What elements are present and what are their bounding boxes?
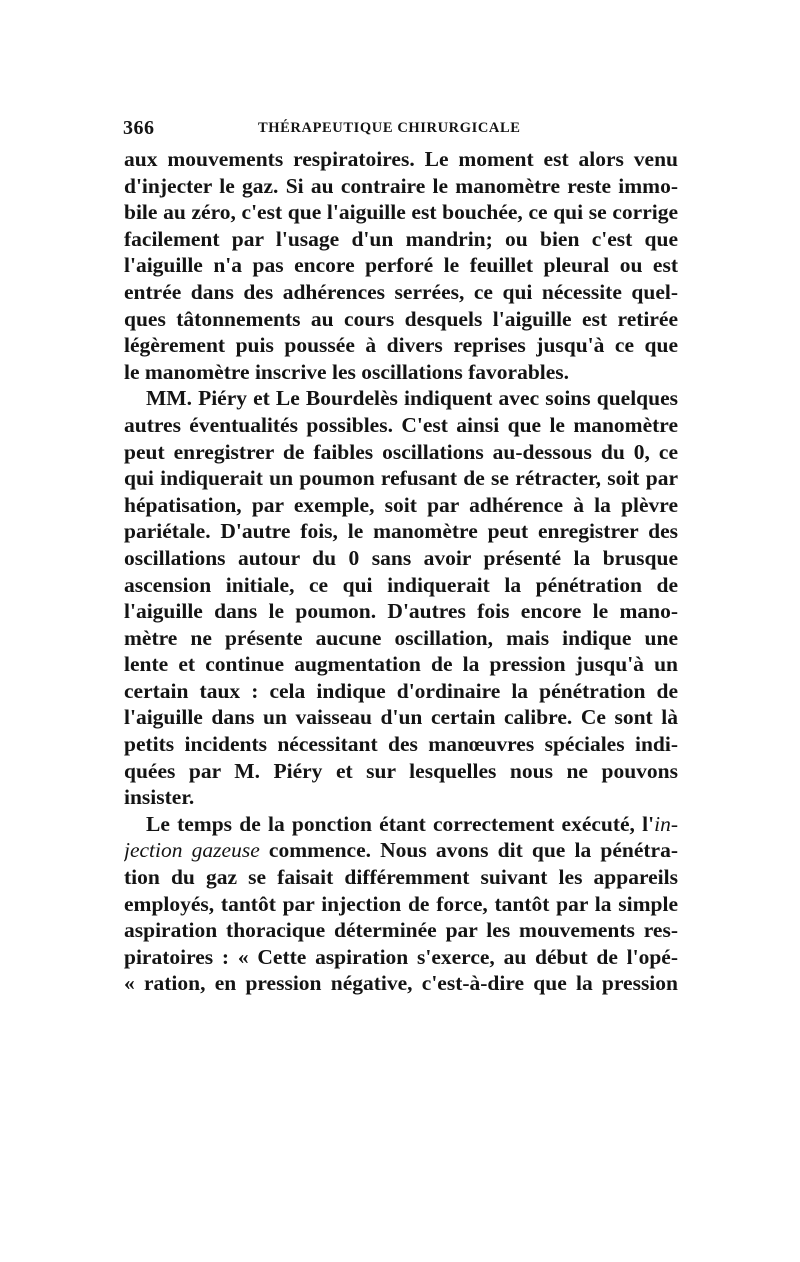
text-line: entrée dans des adhérences serrées, ce qui nécessite quel-	[124, 279, 678, 304]
text-line: l'aiguille n'a pas encore perforé le feuillet pleural ou est	[124, 253, 678, 278]
page-number: 366	[123, 117, 155, 139]
text-line: peut enregistrer de faibles oscillations au-dessous du 0, ce	[124, 439, 678, 464]
text-line: facilement par l'usage d'un mandrin; ou bien c'est que	[124, 226, 678, 251]
page-header	[123, 116, 677, 140]
text-line: pariétale. D'autre fois, le manomètre peut enregistrer des	[124, 519, 678, 544]
text-line: hépatisation, par exemple, soit par adhérence à la plèvre	[124, 492, 678, 517]
body-text	[124, 146, 678, 997]
text-line: l'aiguille dans un vaisseau d'un certain calibre. Ce sont là	[124, 705, 678, 730]
text-line: le manomètre inscrive les oscillations favorables.	[124, 359, 570, 384]
text-line: lente et continue augmentation de la pression jusqu'à un	[124, 652, 678, 677]
text-line: piratoires : « Cette aspiration s'exerce, au début de l'opé-	[124, 944, 678, 969]
text-line: tion du gaz se faisait différemment suivant les appareils	[124, 865, 678, 890]
text-line: petits incidents nécessitant des manœuvres spéciales indi-	[124, 732, 678, 757]
text-line: ques tâtonnements au cours desquels l'aiguille est retirée	[124, 306, 678, 331]
text-line: Le temps de la ponction étant correctement exécuté, l'in-	[146, 811, 678, 836]
text-line: « ration, en pression négative, c'est-à-dire que la pression	[124, 971, 678, 996]
text-line: bile au zéro, c'est que l'aiguille est bouchée, ce qui se corrige	[124, 200, 678, 225]
text-line: qui indiquerait un poumon refusant de se rétracter, soit par	[124, 466, 678, 491]
text-line: autres éventualités possibles. C'est ainsi que le manomètre	[124, 412, 678, 437]
text-line: l'aiguille dans le poumon. D'autres fois encore le mano-	[124, 599, 678, 624]
running-title: THÉRAPEUTIQUE CHIRURGICALE	[258, 120, 521, 136]
text-line: mètre ne présente aucune oscillation, mais indique une	[124, 625, 678, 650]
text-line: certain taux : cela indique d'ordinaire la pénétration de	[124, 678, 678, 703]
text-line: ascension initiale, ce qui indiquerait la pénétration de	[124, 572, 678, 597]
text-line: MM. Piéry et Le Bourdelès indiquent avec soins quelques	[146, 386, 678, 411]
text-line: jection gazeuse commence. Nous avons dit que la pénétra-	[124, 838, 678, 863]
text-line: employés, tantôt par injection de force, tantôt par la simple	[124, 891, 678, 916]
text-line: légèrement puis poussée à divers reprises jusqu'à ce que	[124, 333, 678, 358]
text-line: quées par M. Piéry et sur lesquelles nous ne pouvons	[124, 758, 678, 783]
text-line: aux mouvements respiratoires. Le moment est alors venu	[124, 147, 678, 171]
text-line: oscillations autour du 0 sans avoir présenté la brusque	[124, 545, 678, 570]
text-line: insister.	[124, 785, 195, 810]
text-line: d'injecter le gaz. Si au contraire le manomètre reste immo-	[124, 173, 678, 198]
text-line: aspiration thoracique déterminée par les mouvements res-	[124, 918, 678, 943]
